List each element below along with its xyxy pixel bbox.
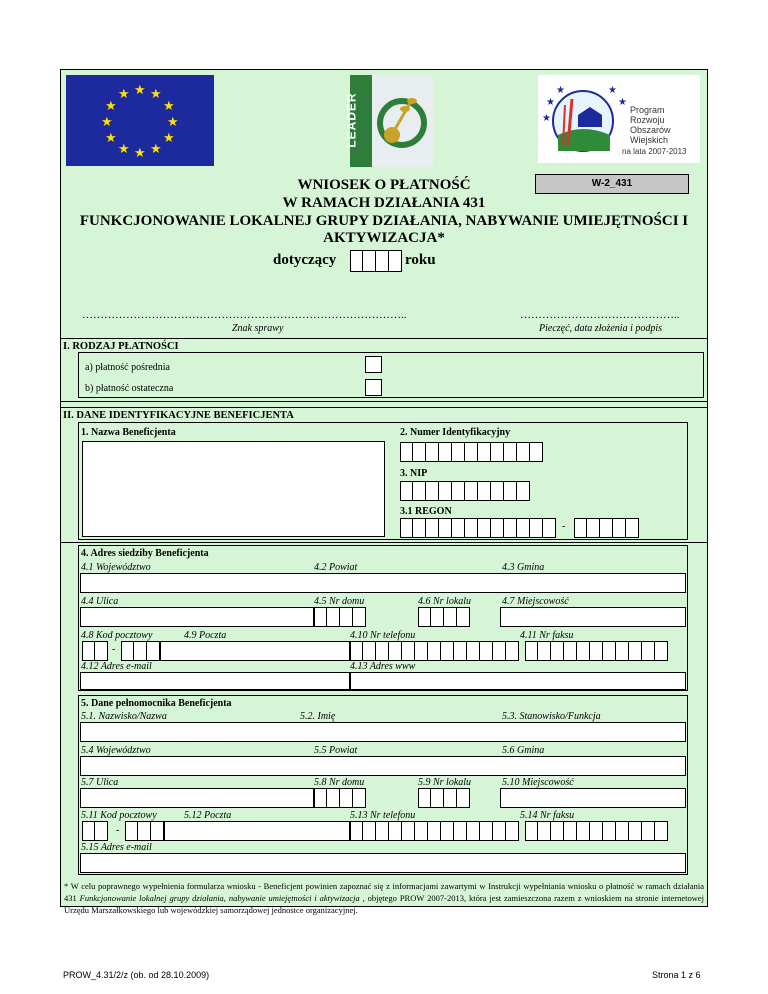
field-label: 5.9 Nr lokalu (418, 777, 472, 788)
star-icon: ★ (134, 82, 146, 97)
field-label: 5.8 Nr domu (314, 777, 365, 788)
footnote-text: , objętego PROW 2007-2013, która jest zamieszczona razem z wnioskiem na stronie internetowej Urzędu Marszałkowskiego lub wojewódzkiej samorządowej jednostce organizacyjnej. (64, 893, 704, 915)
field-label: 1. Nazwa Beneficjenta (81, 427, 176, 438)
field-label: 4.3 Gmina (502, 562, 545, 573)
page-subtitle: AKTYWIZACJA* (323, 230, 445, 246)
telefon-input[interactable] (350, 641, 519, 661)
wojewodztwo-powiat-gmina-proxy-input[interactable] (80, 756, 686, 776)
field-label: 4.8 Kod pocztowy (81, 630, 153, 641)
field-label: 5.14 Nr faksu (520, 810, 575, 821)
option-a-label: a) płatność pośrednia (85, 362, 170, 373)
pieczec-label: Pieczęć, data złożenia i podpis (539, 323, 663, 334)
kod-pocztowy-input[interactable] (82, 641, 108, 661)
svg-text:★: ★ (546, 97, 555, 108)
star-icon: ★ (118, 141, 130, 156)
section-title: 4. Adres siedziby Beneficjenta (81, 548, 209, 559)
form-reference: PROW_4.31/2/z (ob. od 28.10.2009) (63, 970, 210, 980)
field-label: 4.7 Miejscowość (502, 596, 569, 607)
prow-emblem-icon (538, 75, 628, 163)
page-title: WNIOSEK O PŁATNOŚĆ (297, 177, 471, 193)
regon-dash: - (562, 521, 566, 532)
page-subtitle: FUNKCJONOWANIE LOKALNEJ GRUPY DZIAŁANIA, NABYWANIE UMIEJĘTNOŚCI I (79, 213, 689, 229)
star-icon: ★ (163, 130, 175, 145)
prow-line: Obszarów (630, 125, 671, 135)
footnote-text: * W celu poprawnego wypełnienia formularza wniosku - Beneficjent powinien zapoznać się z informacjami zawartymi w Instrukcji wypełniania wniosku o płatność w ramach działania 431 (64, 881, 704, 903)
kod-pocztowy-proxy-suffix-input[interactable] (125, 821, 164, 841)
field-label: 5.6 Gmina (502, 745, 545, 756)
nr-domu-proxy-input[interactable] (314, 788, 366, 808)
leader-logo-text: LEADER (344, 92, 359, 148)
svg-text:★: ★ (618, 97, 627, 108)
star-icon: ★ (134, 145, 146, 160)
poczta-proxy-input[interactable] (164, 821, 350, 841)
prow-logo-text (630, 105, 671, 145)
znak-sprawy-label: Znak sprawy (232, 323, 284, 334)
nazwisko-imie-stanowisko-input[interactable] (80, 722, 686, 742)
option-b-label: b) płatność ostateczna (85, 383, 174, 394)
field-label: 5.7 Ulica (81, 777, 119, 788)
section-title: II. DANE IDENTYFIKACYJNE BENEFICJENTA (63, 410, 294, 421)
field-label: 5.10 Miejscowość (502, 777, 574, 788)
field-label: 4.13 Adres www (350, 661, 416, 672)
kod-pocztowy-suffix-input[interactable] (121, 641, 160, 661)
miejscowosc-input[interactable] (500, 607, 686, 627)
faks-proxy-input[interactable] (525, 821, 668, 841)
field-label: 2. Numer Identyfikacyjny (400, 427, 511, 438)
svg-text:★: ★ (608, 85, 617, 96)
star-icon: ★ (105, 130, 117, 145)
email-proxy-input[interactable] (80, 853, 686, 873)
field-label: 4.10 Nr telefonu (350, 630, 416, 641)
field-label: 5.3. Stanowisko/Funkcja (502, 711, 601, 722)
prow-logo (538, 75, 700, 163)
star-icon: ★ (101, 114, 113, 129)
field-label: 5.4 Województwo (81, 745, 151, 756)
star-icon: ★ (150, 86, 162, 101)
eu-flag-logo (66, 75, 214, 166)
field-label: 5.12 Poczta (184, 810, 232, 821)
field-label: 4.12 Adres e-mail (81, 661, 152, 672)
svg-text:★: ★ (542, 113, 551, 124)
field-label: 3. NIP (400, 468, 428, 479)
leader-emblem-icon (350, 75, 433, 167)
field-label: 5.5 Powiat (314, 745, 358, 756)
field-label: 5.1. Nazwisko/Nazwa (81, 711, 167, 722)
field-label: 5.13 Nr telefonu (350, 810, 416, 821)
field-label: 4.11 Nr faksu (520, 630, 574, 641)
prow-years: na lata 2007-2013 (622, 147, 687, 156)
email-input[interactable] (80, 672, 350, 690)
poczta-input[interactable] (160, 641, 350, 661)
year-input[interactable] (350, 250, 402, 272)
field-label: 4.9 Poczta (184, 630, 227, 641)
star-icon: ★ (118, 86, 130, 101)
section-title: I. RODZAJ PŁATNOŚCI (63, 341, 179, 352)
kod-dash: - (112, 644, 116, 655)
id-number-input[interactable] (400, 442, 543, 462)
field-label: 4.2 Powiat (314, 562, 358, 573)
star-icon: ★ (105, 98, 117, 113)
field-label: 5.15 Adres e-mail (81, 842, 152, 853)
www-input[interactable] (350, 672, 686, 690)
ulica-input[interactable] (80, 607, 314, 627)
field-label: 5.11 Kod pocztowy (81, 810, 157, 821)
star-icon: ★ (167, 114, 179, 129)
prow-line: Program (630, 105, 665, 115)
leader-logo (344, 75, 433, 167)
field-label: 4.1 Województwo (81, 562, 151, 573)
roku-label: roku (405, 252, 436, 268)
kod-dash: - (116, 825, 120, 836)
telefon-proxy-input[interactable] (350, 821, 519, 841)
pieczec-line: …………………………………….. (520, 309, 680, 321)
field-label: 4.4 Ulica (81, 596, 119, 607)
dotyczacy-label: dotyczący (273, 252, 337, 268)
page-number: Strona 1 z 6 (652, 970, 701, 980)
regon-suffix-input[interactable] (574, 518, 639, 538)
page-subtitle: W RAMACH DZIAŁANIA 431 (282, 195, 486, 211)
beneficiary-name-input[interactable] (82, 441, 385, 537)
kod-pocztowy-proxy-input[interactable] (82, 821, 108, 841)
field-label: 3.1 REGON (400, 506, 452, 517)
footnote (64, 880, 704, 916)
svg-text:★: ★ (556, 85, 565, 96)
nr-lokalu-proxy-input[interactable] (418, 788, 470, 808)
field-label: 5.2. Imię (300, 711, 336, 722)
nr-lokalu-input[interactable] (418, 607, 470, 627)
footnote-italic: Funkcjonowanie lokalnej grupy działania, nabywanie umiejętności i aktywizacja (79, 893, 360, 903)
nr-domu-input[interactable] (314, 607, 366, 627)
faks-input[interactable] (525, 641, 668, 661)
nip-input[interactable] (400, 481, 530, 501)
prow-line: Rozwoju (630, 115, 665, 125)
wojewodztwo-powiat-gmina-input[interactable] (80, 573, 686, 593)
field-label: 4.5 Nr domu (314, 596, 365, 607)
star-icon: ★ (150, 141, 162, 156)
prow-line: Wiejskich (630, 135, 669, 145)
regon-input[interactable] (400, 518, 556, 538)
miejscowosc-proxy-input[interactable] (500, 788, 686, 808)
znak-sprawy-line: …………………………………………………………………………….. (82, 309, 407, 321)
ulica-proxy-input[interactable] (80, 788, 314, 808)
option-a-checkbox[interactable] (365, 356, 382, 373)
option-b-checkbox[interactable] (365, 379, 382, 396)
form-code-badge: W-2_431 (535, 174, 689, 194)
field-label: 4.6 Nr lokalu (418, 596, 472, 607)
section-title: 5. Dane pełnomocnika Beneficjenta (81, 698, 232, 709)
star-icon: ★ (163, 98, 175, 113)
